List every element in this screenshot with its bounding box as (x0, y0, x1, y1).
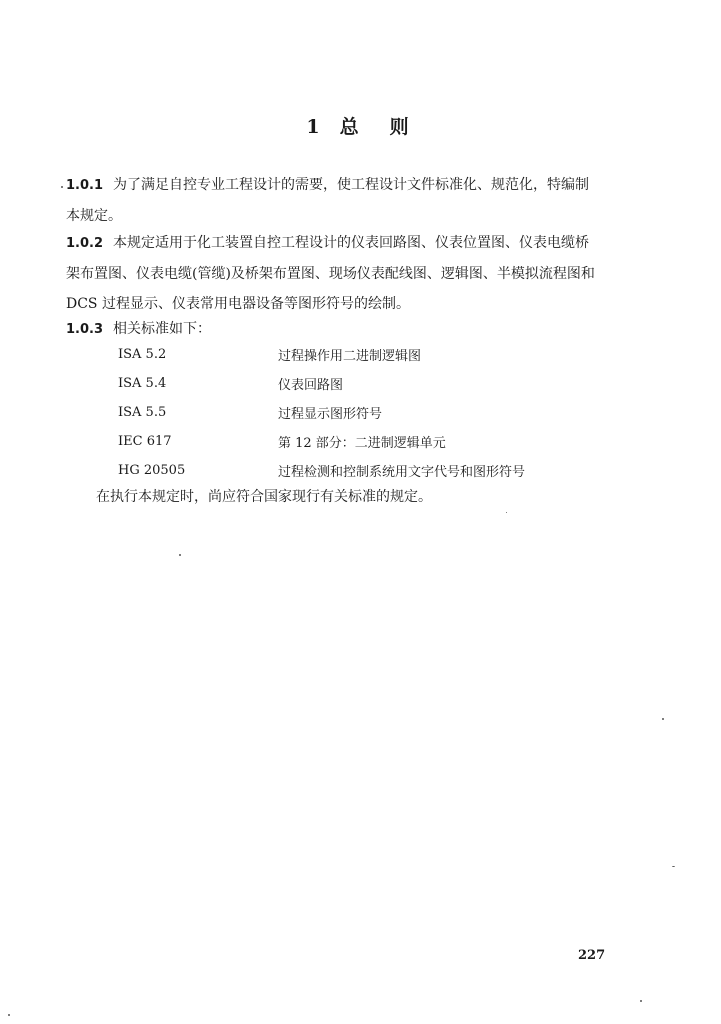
clause-text-line: 架布置图、仪表电缆(管缆)及桥架布置图、现场仪表配线图、逻辑图、半模拟流程图和 (66, 266, 595, 282)
clause-text-line: 本规定。 (66, 208, 122, 224)
scan-speck (640, 1000, 642, 1002)
standard-code: IEC 617 (118, 434, 172, 449)
standards-list (118, 340, 598, 485)
standard-row (118, 427, 598, 456)
scan-speck (672, 866, 675, 867)
closing-statement: 在执行本规定时，尚应符合国家现行有关标准的规定。 (96, 489, 432, 505)
standard-row (118, 398, 598, 427)
clause-number: 1.0.1 (66, 178, 104, 193)
clause-text-line: 本规定适用于化工装置自控工程设计的仪表回路图、仪表位置图、仪表电缆桥 (113, 235, 590, 251)
page-number: 227 (578, 948, 606, 963)
clause-text-line: 为了满足自控专业工程设计的需要，使工程设计文件标准化、规范化，特编制 (113, 177, 590, 193)
chapter-number: 1 (306, 116, 326, 138)
chapter-title-text: 总 则 (339, 116, 415, 138)
standard-name: 仪表回路图 (278, 378, 344, 393)
standard-row (118, 456, 598, 485)
clause-text-line: 相关标准如下： (113, 321, 212, 337)
scan-speck (8, 1014, 10, 1016)
scan-speck (61, 186, 63, 188)
standard-name: 第 12 部分：二进制逻辑单元 (278, 436, 446, 451)
standard-code: HG 20505 (118, 463, 186, 478)
standard-name: 过程显示图形符号 (278, 407, 383, 422)
scan-speck (179, 554, 181, 556)
clause-text-line: DCS 过程显示、仪表常用电器设备等图形符号的绘制。 (66, 296, 410, 312)
standard-code: ISA 5.2 (118, 347, 167, 362)
scan-speck (506, 512, 507, 513)
clause-1-0-1 (66, 170, 646, 231)
standard-code: ISA 5.5 (118, 405, 167, 420)
chapter-title (0, 112, 721, 139)
clause-1-0-2 (66, 228, 646, 319)
standard-name: 过程操作用二进制逻辑图 (278, 349, 422, 364)
clause-number: 1.0.3 (66, 322, 104, 337)
standard-row (118, 369, 598, 398)
standard-name: 过程检测和控制系统用文字代号和图形符号 (278, 465, 526, 480)
clause-number: 1.0.2 (66, 236, 104, 251)
standard-row (118, 340, 598, 369)
scan-speck (662, 718, 664, 720)
standard-code: ISA 5.4 (118, 376, 167, 391)
